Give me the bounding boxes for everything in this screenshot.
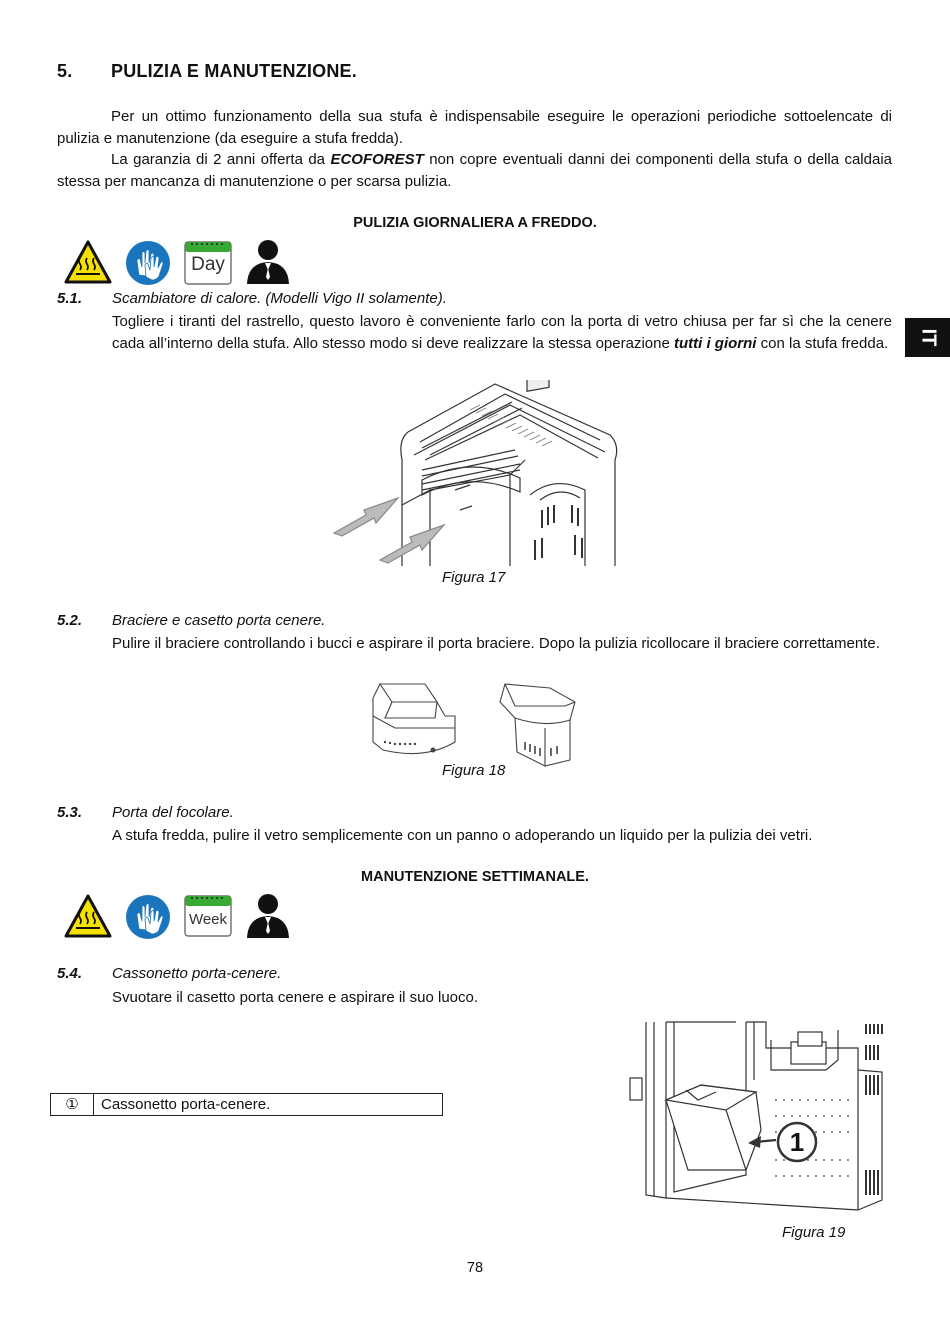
section-5-1-number: 5.1.	[57, 290, 83, 307]
technician-icon	[244, 893, 292, 943]
figure-19-caption: Figura 19	[782, 1224, 846, 1241]
section-5-4-title: Cassonetto porta-cenere.	[112, 965, 282, 982]
legend-text: Cassonetto porta-cenere.	[101, 1096, 271, 1113]
technician-icon	[244, 239, 292, 289]
section-5-3-body: A stufa fredda, pulire il vetro semplicemente con un panno o adoperando un liquido per la pulizia dei vetri.	[112, 827, 813, 844]
figure-17-stove-illustration	[330, 380, 625, 570]
legend-number: ①	[51, 1094, 94, 1115]
section-5-3-title: Porta del focolare.	[112, 804, 234, 821]
calendar-label: Day	[191, 254, 225, 275]
section-5-1-title: Scambiatore di calore. (Modelli Vigo II solamente).	[112, 290, 447, 307]
section-5-3-number: 5.3.	[57, 804, 83, 821]
brand-name: ECOFOREST	[330, 151, 424, 168]
section-5-1-body: Togliere i tiranti del rastrello, questo lavoro è conveniente farlo con la porta di vetro chiusa per far sì che la cenere cada all’interno della stufa. Allo stesso modo si deve realizzare la stessa operazione tutti i giorni con la stufa fredda.	[112, 313, 892, 352]
figure-19-callout-number: 1	[789, 1127, 805, 1157]
section-5-2-number: 5.2.	[57, 612, 83, 629]
intro-paragraph-1: Per un ottimo funzionamento della sua stufa è indispensabile eseguire le operazioni periodiche sottoelencate di pulizia e manutenzione (da eseguire a stufa fredda).	[57, 108, 892, 147]
section-5-4-body: Svuotare il casetto porta cenere e aspirare il suo luoco.	[112, 989, 479, 1006]
figure-18-caption: Figura 18	[442, 762, 506, 779]
legend-table	[50, 1093, 443, 1116]
figure-19-ash-drawer-illustration	[626, 1020, 894, 1229]
section-5-4-number: 5.4.	[57, 965, 83, 982]
section-5-2-title: Braciere e casetto porta cenere.	[112, 612, 326, 629]
figure-18-burn-pot-illustration	[365, 680, 590, 774]
hot-surface-warning-icon	[64, 240, 112, 288]
section-title: PULIZIA E MANUTENZIONE.	[111, 61, 357, 81]
section-number: 5.	[57, 61, 73, 81]
figure-17-caption: Figura 17	[442, 569, 506, 586]
page-number: 78	[466, 1260, 484, 1276]
gloves-icon	[124, 239, 172, 291]
gloves-icon	[124, 893, 172, 945]
emphasis-every-day: tutti i giorni	[673, 334, 757, 352]
intro-paragraph-2: La garanzia di 2 anni offerta da ECOFOREST non copre eventuali danni dei componenti della stufa o della caldaia stessa per mancanza di manutenzione o per scarsa pulizia.	[57, 151, 893, 190]
language-tab: IT	[905, 318, 950, 357]
weekly-heading: MANUTENZIONE SETTIMANALE.	[361, 869, 589, 885]
section-heading	[57, 61, 357, 82]
section-5-2-body: Pulire il braciere controllando i bucci e aspirare il porta braciere. Dopo la pulizia ricollocare il braciere correttamente.	[112, 635, 880, 652]
daily-heading: PULIZIA GIORNALIERA A FREDDO.	[353, 215, 597, 231]
calendar-label: Week	[188, 911, 228, 928]
hot-surface-warning-icon	[64, 894, 112, 942]
